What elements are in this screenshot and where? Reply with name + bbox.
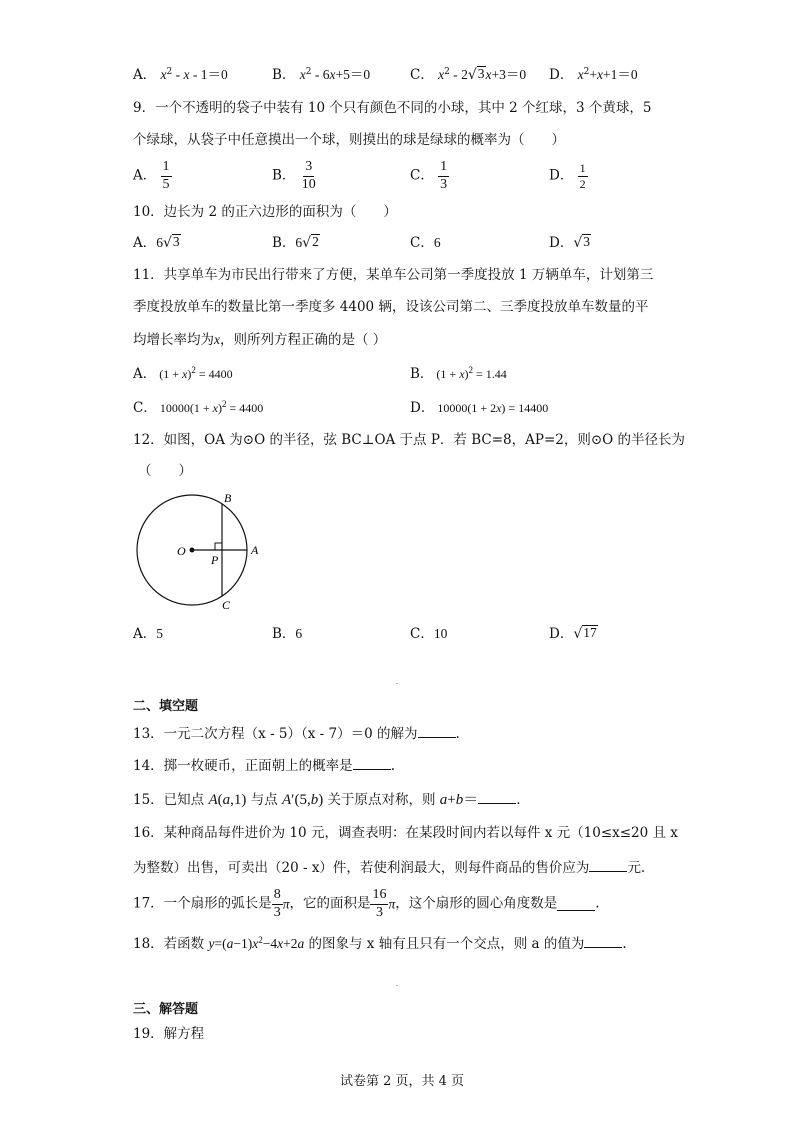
q10-option-a: A．6 √ 3 bbox=[133, 234, 180, 251]
q8-option-b: B． $x^2 - 6x+5=0$ bbox=[272, 67, 371, 83]
q10-option-c: C．6 bbox=[410, 235, 441, 251]
right-angle-mark bbox=[215, 543, 222, 550]
section3-title: 三、解答题 bbox=[133, 1002, 199, 1017]
q9-option-d: D． $\frac{1}{2}$ bbox=[549, 161, 586, 191]
q18: 18．若函数 $y=(a-1)x^2-4x+2a$ 的图象与 x 轴有且只有一个交点，则 a 的值为 . bbox=[133, 935, 627, 952]
q11-stem-line1: 11．共享单车为市民出行带来了方便，某单车公司第一季度投放 1 万辆单车，计划第三 bbox=[133, 267, 654, 283]
q9-stem-line2: 个绿球，从袋子中任意摸出一个球，则摸出的球是绿球的概率为（ ） bbox=[133, 132, 565, 148]
q12-option-d: D． √ 17 bbox=[549, 625, 597, 642]
q15: 15．已知点 A(a,1) 与点 A′(5,b) 关于原点对称，则 a+b＝ . bbox=[133, 792, 521, 808]
q12-stem-line1: 12．如图，OA 为⊙O 的半径，弦 BC⊥OA 于点 P．若 BC=8，AP=2，则⊙O 的半径长为 bbox=[133, 432, 686, 448]
q13: 13．一元二次方程（x - 5）（x - 7）＝0 的解为 . bbox=[133, 726, 460, 742]
q18-blank[interactable] bbox=[584, 935, 622, 948]
q9-stem-line1: 9．一个不透明的袋子中装有 10 个只有颜色不同的小球，其中 2 个红球，3 个黄球，5 bbox=[133, 100, 652, 116]
label-p: P bbox=[211, 553, 219, 567]
q11-option-b: B． $(1 + x)^2 = 1.44$ bbox=[410, 365, 507, 382]
page-dot-2 bbox=[396, 985, 398, 986]
label-o: O bbox=[177, 544, 186, 558]
q13-blank[interactable] bbox=[418, 725, 456, 738]
q11-option-c: C． $10000(1 + x)^2 = 4400$ bbox=[133, 399, 264, 416]
q10-option-d: D． √ 3 bbox=[549, 234, 590, 251]
page-footer: 试卷第 2 页，共 4 页 bbox=[340, 1074, 465, 1089]
page-dot-1 bbox=[396, 683, 398, 684]
label-c: C bbox=[222, 598, 231, 612]
q12-option-b: B．6 bbox=[272, 626, 303, 642]
q12-option-a: A．5 bbox=[133, 626, 163, 642]
q9-option-c: C． $\frac{1}{3}$ bbox=[410, 159, 448, 192]
q15-blank[interactable] bbox=[478, 791, 516, 804]
q19: 19．解方程 bbox=[133, 1026, 205, 1042]
section2-title: 二、填空题 bbox=[133, 699, 199, 714]
q11-stem-line3: 均增长率均为x，则所列方程正确的是（ ） bbox=[133, 332, 387, 348]
q16-blank[interactable] bbox=[589, 859, 627, 872]
q10-option-b: B．6 √ 2 bbox=[272, 234, 319, 251]
q12-stem-line2: （ ） bbox=[138, 463, 192, 479]
q11-stem-line2: 季度投放单车的数量比第一季度多 4400 辆，设该公司第二、三季度投放单车数量的平 bbox=[133, 299, 649, 315]
q8-option-d: D． $x^2+x+1=0$ bbox=[549, 67, 638, 83]
q9-option-b: B． $\frac{3}{10}$ bbox=[272, 159, 316, 192]
q11-option-a: A． $(1 + x)^2 = 4400$ bbox=[133, 365, 233, 382]
q9-option-a: A． $\frac{1}{5}$ bbox=[133, 159, 170, 192]
q10-stem: 10．边长为 2 的正六边形的面积为（ ） bbox=[133, 204, 397, 220]
q8-option-a: A． $x^2 - x - 1=0$ bbox=[133, 67, 228, 83]
q17: 17．一个扇形的弧长是 $\frac{8}{3}$ π，它的面积是 $\frac{16}{3}$ π，这个扇形的圆心角度数是 . bbox=[133, 887, 600, 920]
q17-blank[interactable] bbox=[557, 898, 595, 911]
q16-line1: 16．某种商品每件进价为 10 元，调查表明：在某段时间内若以每件 x 元（10≤x≤20 且 x bbox=[133, 825, 678, 841]
q11-option-d: D． 10000(1 + 2x) = 14400 bbox=[410, 400, 549, 416]
label-b: B bbox=[224, 491, 232, 505]
q14-blank[interactable] bbox=[353, 757, 391, 770]
q8-option-c: C． $x^2 - 2$ √ 3 x+3＝0 bbox=[410, 66, 527, 83]
label-a: A bbox=[251, 543, 259, 557]
q12-option-c: C．10 bbox=[410, 626, 448, 642]
circle-diagram bbox=[132, 490, 267, 615]
q14: 14．掷一枚硬币，正面朝上的概率是 . bbox=[133, 758, 395, 774]
q16-line2: 为整数）出售，可卖出（20 - x）件，若使利润最大，则每件商品的售价应为 元. bbox=[133, 860, 646, 876]
center-point bbox=[190, 548, 195, 553]
